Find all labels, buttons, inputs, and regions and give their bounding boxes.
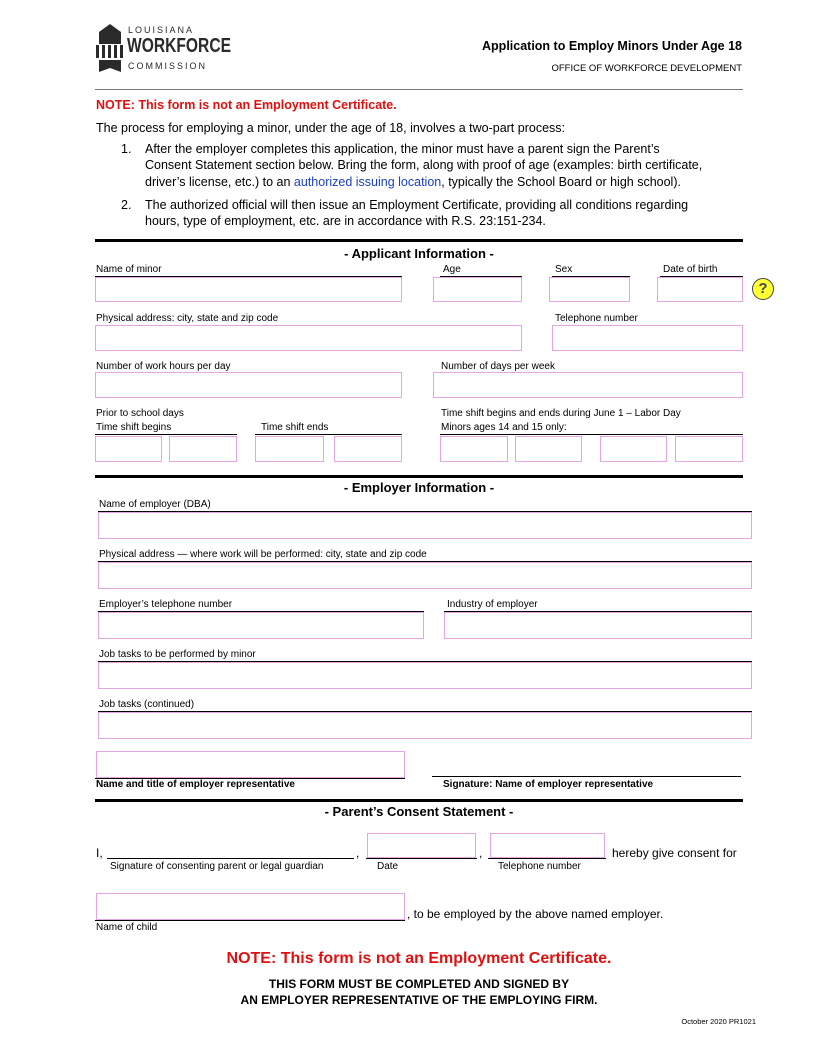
step2-line-a: The authorized official will then issue an Employment Certificate, providing all conditions regarding (145, 198, 689, 212)
authorized-location-link[interactable]: authorized issuing location (293, 175, 442, 189)
shift-begins-field-1[interactable] (95, 436, 162, 462)
phone-field[interactable] (552, 325, 743, 351)
employer-heading: - Employer Information - (343, 480, 495, 495)
consent-phone-field[interactable] (490, 833, 605, 858)
employer-divider (95, 475, 743, 478)
hours-label: Number of work hours per day (96, 361, 231, 372)
industry-field[interactable] (444, 612, 752, 639)
age-field[interactable] (433, 277, 522, 302)
footer-note: NOTE: This form is not an Employment Certificate. (226, 950, 612, 967)
employer-name-field[interactable] (98, 512, 752, 539)
step1-line-a: After the employer completes this application, the minor must have a parent sign the Parent’s (145, 142, 660, 156)
summer-begins-field-2[interactable] (515, 436, 582, 462)
job-tasks-field[interactable] (98, 662, 752, 689)
help-icon[interactable] (752, 278, 774, 300)
logo-bottom-text: COMMISSION (128, 61, 208, 71)
consent-phone-label: Telephone number (498, 861, 581, 872)
logo-mid-text: WORKFORCE (127, 35, 231, 57)
logo-top-text: LOUISIANA (128, 25, 195, 35)
shift-begins-rule (95, 434, 237, 435)
employer-name-label: Name of employer (DBA) (99, 499, 211, 510)
header-rule (95, 89, 743, 90)
shift-begins-label: Time shift begins (96, 422, 172, 433)
intro-note: NOTE: This form is not an Employment Certificate. (96, 98, 397, 112)
consent-divider (95, 799, 743, 802)
parent-signature-label: Signature of consenting parent or legal guardian (110, 861, 324, 872)
minor-name-field[interactable] (95, 277, 402, 302)
signature-rule (432, 776, 741, 777)
child-name-label: Name of child (96, 922, 158, 933)
logo-mark-icon (95, 24, 125, 74)
address-label: Physical address: city, state and zip code (96, 313, 279, 324)
shift-ends-rule (255, 434, 402, 435)
rep-name-field[interactable] (96, 751, 405, 778)
employer-phone-label: Employer’s telephone number (99, 599, 233, 610)
consent-date-rule (366, 858, 477, 859)
child-name-field[interactable] (96, 893, 405, 920)
consent-heading: - Parent’s Consent Statement - (324, 804, 514, 819)
step2-line-b: hours, type of employment, etc. are in accordance with R.S. 23:151-234. (145, 214, 546, 228)
step1-line-b: Consent Statement section below. Bring the form, along with proof of age (examples: birth certificate, (145, 158, 703, 172)
applicant-heading: - Applicant Information - (344, 246, 494, 261)
hours-field[interactable] (95, 372, 402, 398)
shift-ends-field-2[interactable] (334, 436, 402, 462)
consent-comma-2: , (479, 846, 483, 860)
industry-label: Industry of employer (447, 599, 538, 610)
consent-i-text: I, (96, 846, 103, 860)
step1-line-c-post: , typically the School Board or high school). (441, 175, 681, 189)
step1-line-c (145, 175, 681, 189)
days-field[interactable] (433, 372, 743, 398)
consent-date-label: Date (377, 861, 399, 872)
consent-date-field[interactable] (367, 833, 476, 858)
child-name-rule (95, 920, 405, 921)
age-label: Age (443, 264, 461, 275)
sex-field[interactable] (549, 277, 630, 302)
address-field[interactable] (95, 325, 522, 351)
work-address-field[interactable] (98, 562, 752, 589)
step1-number: 1. (121, 142, 132, 156)
footer-line-2: AN EMPLOYER REPRESENTATIVE OF THE EMPLOYING FIRM. (240, 993, 598, 1007)
dob-field[interactable] (657, 277, 743, 302)
summer-rule (440, 434, 743, 435)
applicant-divider (95, 239, 743, 242)
sex-label: Sex (555, 264, 573, 275)
employed-text: , to be employed by the above named employer. (407, 907, 664, 921)
dob-label: Date of birth (663, 264, 718, 275)
shift-ends-field-1[interactable] (255, 436, 324, 462)
summer-ends-field-1[interactable] (600, 436, 667, 462)
shift-begins-field-2[interactable] (169, 436, 237, 462)
job-tasks-label: Job tasks to be performed by minor (99, 649, 256, 660)
lwc-logo (95, 24, 231, 74)
employer-phone-field[interactable] (98, 612, 424, 639)
step2-number: 2. (121, 198, 132, 212)
days-label: Number of days per week (441, 361, 555, 372)
consent-text: hereby give consent for (612, 846, 737, 860)
minors-14-15-label: Minors ages 14 and 15 only: (441, 422, 567, 433)
summer-ends-field-2[interactable] (675, 436, 743, 462)
work-address-label: Physical address — where work will be performed: city, state and zip code (99, 549, 427, 560)
footer-line-1: THIS FORM MUST BE COMPLETED AND SIGNED BY (268, 977, 570, 991)
summer-begins-field-1[interactable] (440, 436, 508, 462)
prior-school-label: Prior to school days (96, 408, 184, 419)
shift-ends-label: Time shift ends (261, 422, 329, 433)
consent-comma-1: , (356, 846, 360, 860)
form-code: October 2020 PR1021 (681, 1017, 756, 1026)
consent-phone-rule (488, 858, 606, 859)
rep-name-label: Name and title of employer representative (96, 779, 295, 790)
job-tasks-cont-label: Job tasks (continued) (99, 699, 195, 710)
phone-label: Telephone number (555, 313, 638, 324)
intro-lead: The process for employing a minor, under the age of 18, involves a two-part process: (96, 121, 565, 135)
form-subtitle: OFFICE OF WORKFORCE DEVELOPMENT (551, 63, 742, 74)
rep-signature-label: Signature: Name of employer representative (443, 779, 654, 790)
form-title: Application to Employ Minors Under Age 18 (482, 39, 742, 53)
parent-signature-rule (107, 858, 354, 859)
help-icon-glyph: ? (758, 280, 768, 297)
job-tasks-cont-field[interactable] (98, 712, 752, 739)
minor-name-label: Name of minor (96, 264, 162, 275)
step1-line-c-pre: driver’s license, etc.) to an (145, 175, 294, 189)
summer-shift-label: Time shift begins and ends during June 1 – Labor Day (441, 408, 681, 419)
